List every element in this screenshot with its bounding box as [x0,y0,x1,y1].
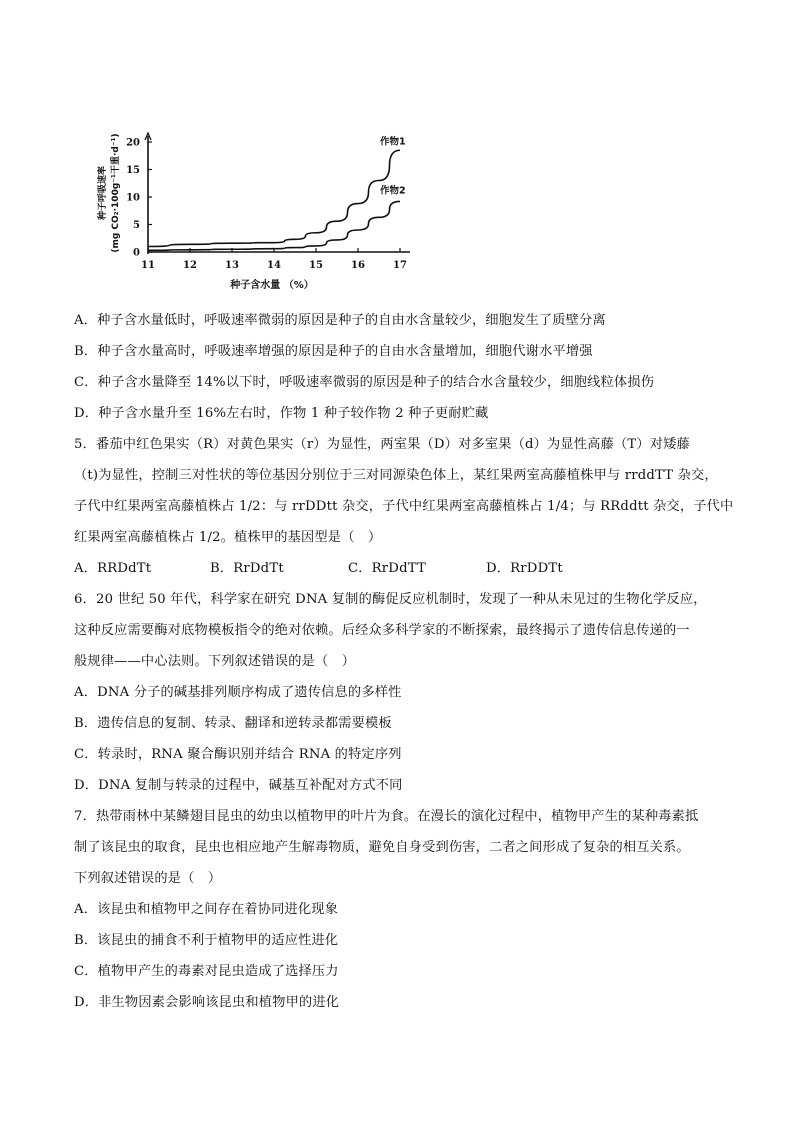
q6-option-b: B．遗传信息的复制、转录、翻译和逆转录都需要模板 [74,716,392,731]
chart-svg [88,128,428,298]
q6-stem-line1: 6．20 世纪 50 年代，科学家在研究 DNA 复制的酶促反应机制时，发现了一种从未见过的生物化学反应， [74,592,707,607]
q7-option-a: A．该昆虫和植物甲之间存在着协同进化现象 [74,902,339,917]
x-tick-label: 15 [309,260,323,271]
q4-option-a: A．种子含水量低时，呼吸速率微弱的原因是种子的自由水含量较少，细胞发生了质壁分离 [74,313,606,328]
x-tick-label: 14 [267,260,281,271]
q5-option-a: A．RRDdTt [74,561,152,576]
q6-stem-line3: 般规律——中心法则。下列叙述错误的是（ ） [74,654,356,669]
q6-option-a: A．DNA 分子的碱基排列顺序构成了遗传信息的多样性 [74,685,402,700]
y-axis-label-line2: (mg CO₂·100g⁻¹干重·d⁻¹) [111,133,121,253]
x-tick-label: 16 [351,260,365,271]
y-tick-label: 20 [126,137,140,149]
x-tick-label: 12 [183,260,197,271]
q4-option-b: B．种子含水量高时，呼吸速率增强的原因是种子的自由水含量增加，细胞代谢水平增强 [74,344,593,359]
q7-stem-line2: 制了该昆虫的取食，昆虫也相应地产生解毒物质，避免自身受到伤害，二者之间形成了复杂的相互关系。 [74,840,690,855]
q5-stem-line3: 子代中红果两室高藤植株占 1/2：与 rrDDtt 杂交，子代中红果两室高藤植株占 1/4；与 RRddtt 杂交，子代中 [74,499,734,514]
q4-option-d: D．种子含水量升至 16%左右时，作物 1 种子较作物 2 种子更耐贮藏 [74,406,489,421]
q7-option-d: D．非生物因素会影响该昆虫和植物甲的进化 [74,995,340,1010]
y-tick-label: 15 [126,165,140,176]
chart-series [148,135,406,250]
y-axis-label-line1: 种子呼吸速率 [98,165,108,221]
q6-option-c: C．转录时，RNA 聚合酶识别并结合 RNA 的特定序列 [74,747,402,762]
q7-stem-line1: 7．热带雨林中某鳞翅目昆虫的幼虫以植物甲的叶片为食。在漫长的演化过程中，植物甲产生的某种毒素抵 [74,809,699,824]
x-axis-label: 种子含水量 （%） [230,280,314,291]
series-label-1: 作物1 [380,136,406,148]
x-tick-label: 17 [393,260,407,271]
respiration-chart [88,128,428,298]
q5-stem-line4: 红果两室高藤植株占 1/2。植株甲的基因型是（ ） [74,530,382,545]
q7-option-b: B．该昆虫的捕食不利于植物甲的适应性进化 [74,933,339,948]
q5-stem-line2: （t)为显性，控制三对性状的等位基因分别位于三对同源染色体上，某红果两室高藤植株甲与 rrddTT 杂交， [74,468,718,483]
x-tick-label: 11 [141,260,155,271]
series-label-2: 作物2 [380,185,406,197]
series-line-1 [148,150,400,246]
q5-stem-line1: 5．番茄中红色果实（R）对黄色果实（r）为显性，两室果（D）对多室果（d）为显性高藤（T）对矮藤 [74,437,690,452]
y-tick-label: 5 [133,220,140,231]
q6-stem-line2: 这种反应需要酶对底物模板指令的绝对依赖。后经众多科学家的不断探索，最终揭示了遗传信息传递的一 [74,623,690,638]
q7-option-c: C．植物甲产生的毒素对昆虫造成了选择压力 [74,964,339,979]
y-tick-label: 10 [126,192,140,204]
q4-option-c: C．种子含水量降至 14%以下时，呼吸速率微弱的原因是种子的结合水含量较少，细胞线粒体损伤 [74,375,655,390]
q5-option-d: D．RrDDTt [486,561,563,576]
q5-option-b: B．RrDdTt [210,561,284,576]
q6-option-d: D．DNA 复制与转录的过程中，碱基互补配对方式不同 [74,778,403,793]
q5-option-c: C．RrDdTT [348,561,426,576]
x-tick-label: 13 [225,260,239,271]
q7-stem-line3: 下列叙述错误的是（ ） [74,871,222,886]
y-tick-label: 0 [133,247,140,259]
